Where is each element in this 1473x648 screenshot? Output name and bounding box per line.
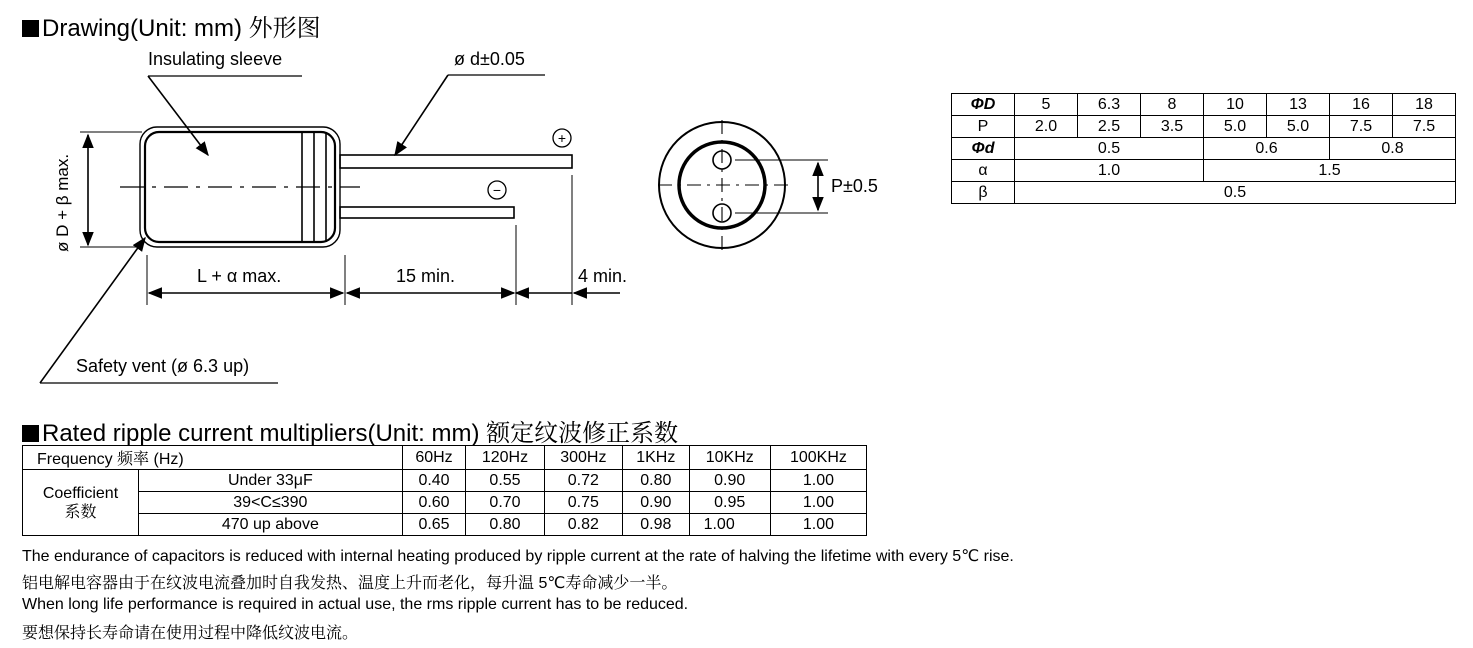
table-cell: 5.0	[1204, 116, 1267, 138]
table-cell: 0.90	[689, 470, 770, 492]
table-cell: 1.0	[1015, 160, 1204, 182]
row-header: P	[952, 116, 1015, 138]
drawing-section-title: Drawing(Unit: mm) 外形图	[22, 8, 321, 43]
minus-icon: −	[492, 182, 502, 198]
table-row	[952, 94, 1456, 116]
frequency-cell: 10KHz	[689, 446, 770, 470]
table-row	[952, 182, 1456, 204]
table-cell: 2.5	[1078, 116, 1141, 138]
table-row	[23, 470, 867, 492]
table-cell: 16	[1330, 94, 1393, 116]
frequency-cell: 300Hz	[544, 446, 622, 470]
table-row	[952, 116, 1456, 138]
row-label: 470 up above	[139, 514, 403, 536]
table-cell: 0.5	[1015, 138, 1204, 160]
frequency-cell: 60Hz	[402, 446, 466, 470]
plus-icon: +	[557, 130, 567, 146]
table-cell: 2.0	[1015, 116, 1078, 138]
table-cell: 0.72	[544, 470, 622, 492]
coefficient-label: Coefficient 系数	[23, 470, 139, 536]
row-label: 39<C≤390	[139, 492, 403, 514]
table-cell: 1.00	[770, 514, 866, 536]
table-cell: 1.00	[689, 514, 770, 536]
table-cell: 1.00	[770, 470, 866, 492]
note-long-life-cn: 要想保持长寿命请在使用过程中降低纹波电流。	[22, 625, 359, 642]
table-cell: 0.8	[1330, 138, 1456, 160]
table-cell: 0.6	[1204, 138, 1330, 160]
note-long-life-en: When long life performance is required in actual use, the rms ripple current has to be reduced.	[22, 596, 689, 613]
table-cell: 0.55	[466, 470, 544, 492]
row-header: α	[952, 160, 1015, 182]
table-cell: 10	[1204, 94, 1267, 116]
table-cell: 8	[1141, 94, 1204, 116]
table-row	[952, 160, 1456, 182]
note-endurance-en: The endurance of capacitors is reduced with internal heating produced by ripple current at the rate of halving the lifetime with every 5℃ rise.	[22, 548, 1014, 565]
table-row	[23, 514, 867, 536]
pitch-label: P±0.5	[831, 176, 878, 196]
table-cell: 0.70	[466, 492, 544, 514]
table-cell: 1.5	[1204, 160, 1456, 182]
table-row	[952, 138, 1456, 160]
frequency-cell: 1KHz	[623, 446, 690, 470]
table-cell: 0.82	[544, 514, 622, 536]
table-cell: 0.95	[689, 492, 770, 514]
frequency-cell: 100KHz	[770, 446, 866, 470]
dimension-table	[951, 93, 1456, 204]
row-label: Under 33μF	[139, 470, 403, 492]
table-cell: 1.00	[770, 492, 866, 514]
table-cell: 0.80	[466, 514, 544, 536]
table-cell: 0.90	[623, 492, 690, 514]
table-header-row	[23, 446, 867, 470]
lead-diameter-label: ø d±0.05	[454, 49, 525, 69]
table-row	[23, 492, 867, 514]
ripple-section-title: Rated ripple current multipliers(Unit: mm) 额定纹波修正系数	[22, 413, 678, 448]
length-label: L + α max.	[197, 266, 282, 286]
frequency-cell: 120Hz	[466, 446, 544, 470]
row-header: Φd	[952, 138, 1015, 160]
row-header: β	[952, 182, 1015, 204]
table-cell: 18	[1393, 94, 1456, 116]
table-cell: 0.65	[402, 514, 466, 536]
table-cell: 3.5	[1141, 116, 1204, 138]
square-bullet-icon	[22, 425, 39, 442]
table-cell: 13	[1267, 94, 1330, 116]
table-cell: 0.75	[544, 492, 622, 514]
lead-length-4-label: 4 min.	[578, 266, 628, 286]
safety-vent-label: Safety vent (ø 6.3 up)	[76, 356, 250, 376]
lead-negative	[340, 207, 514, 218]
frequency-header: Frequency 频率 (Hz)	[23, 446, 403, 470]
ripple-table	[22, 445, 867, 536]
table-cell: 5	[1015, 94, 1078, 116]
note-endurance-cn: 铝电解电容器由于在纹波电流叠加时自我发热、温度上升而老化，每升温 5℃寿命减少一半。	[22, 575, 678, 592]
table-cell: 0.5	[1015, 182, 1456, 204]
square-bullet-icon	[22, 20, 39, 37]
table-cell: 0.40	[402, 470, 466, 492]
lead-length-15-label: 15 min.	[396, 266, 456, 286]
lead-positive	[340, 155, 572, 168]
table-cell: 0.98	[623, 514, 690, 536]
body-diameter-label: ø D + β max.	[53, 153, 72, 252]
insulating-sleeve-label: Insulating sleeve	[148, 49, 283, 69]
capacitor-drawing	[30, 40, 910, 395]
table-cell: 7.5	[1393, 116, 1456, 138]
table-cell: 0.80	[623, 470, 690, 492]
row-header: ΦD	[952, 94, 1015, 116]
table-cell: 7.5	[1330, 116, 1393, 138]
table-cell: 0.60	[402, 492, 466, 514]
table-cell: 6.3	[1078, 94, 1141, 116]
table-cell: 5.0	[1267, 116, 1330, 138]
